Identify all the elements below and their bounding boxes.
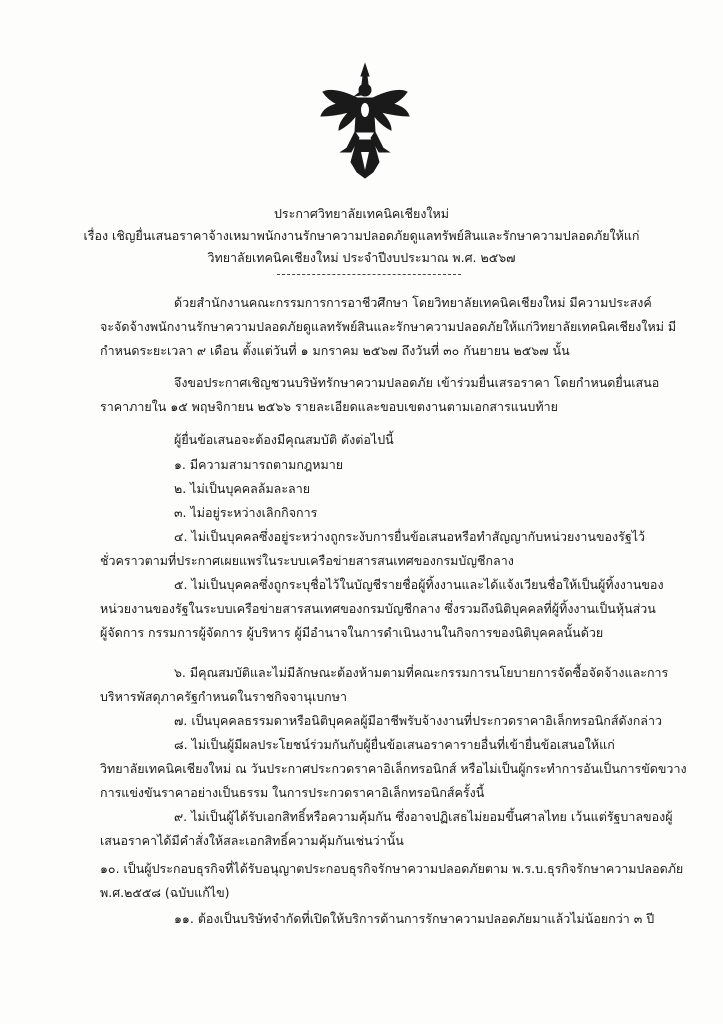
qualification-item-cont: ชั่วคราวตามที่ประกาศเผยแพร่ในระบบเครือข่ายสารสนเทศของกรมบัญชีกลาง xyxy=(100,553,514,568)
qualification-item-cont: เสนอราคาได้มีคำสั่งให้สละเอกสิทธิ์ความคุ้มกันเช่นว่านั้น xyxy=(100,833,404,848)
qualification-item-cont: หน่วยงานของรัฐในระบบเครือข่ายสารสนเทศของกรมบัญชีกลาง ซึ่งรวมถึงนิติบุคคลที่ผู้ทิ้งงานเป็นหุ้นส่วน xyxy=(100,601,656,616)
qualification-item-cont: วิทยาลัยเทคนิคเชียงใหม่ ณ วันประกาศประกวดราคาอิเล็กทรอนิกส์ หรือไม่เป็นผู้กระทำการอันเป็นการขัดขวาง xyxy=(100,761,687,776)
title-divider xyxy=(277,274,461,275)
qualification-item: ๕. ไม่เป็นบุคคลซึ่งถูกระบุชื่อไว้ในบัญชีรายชื่อผู้ทิ้งงานและได้แจ้งเวียนชื่อให้เป็นผู้ทิ้งงานของ xyxy=(174,577,664,592)
qualification-item: ๑๐. เป็นผู้ประกอบธุรกิจที่ได้รับอนุญาตประกอบธุรกิจรักษาความปลอดภัยตาม พ.ร.บ.ธุรกิจรักษาความปลอดภัย xyxy=(100,861,684,876)
qualification-item: ๒. ไม่เป็นบุคคลล้มละลาย xyxy=(174,481,311,496)
qualification-item: ๖. มีคุณสมบัติและไม่มีลักษณะต้องห้ามตามที่คณะกรรมการนโยบายการจัดซื้อจัดจ้างและการ xyxy=(174,665,669,680)
body-line: จึงขอประกาศเชิญชวนบริษัทรักษาความปลอดภัย เข้าร่วมยื่นเสรอราคา โดยกำหนดยื่นเสนอ xyxy=(174,375,660,390)
qualification-item: ๘. ไม่เป็นผู้มีผลประโยชน์ร่วมกันกับผู้ยื่นข้อเสนอราคารายอื่นที่เข้ายื่นข้อเสนอให้แก่ xyxy=(174,737,615,752)
qualification-item-cont: ผู้จัดการ กรรมการผู้จัดการ ผู้บริหาร ผู้มีอำนาจในการดำเนินงานในกิจการของนิติบุคคลนั้นด้วย xyxy=(100,625,604,640)
qualification-item: ๗. เป็นบุคคลธรรมดาหรือนิติบุคคลผู้มีอาชีพรับจ้างงานที่ประกวดราคาอิเล็กทรอนิกส์ดังกล่าว xyxy=(174,713,662,728)
body-line: ราคาภายใน ๑๕ พฤษจิกายน ๒๕๖๖ รายละเอียดและขอบเขตงานตามเอกสารแนบท้าย xyxy=(100,399,558,414)
garuda-emblem-icon xyxy=(317,62,413,180)
qualification-item: ๑๑. ต้องเป็นบริษัทจำกัดที่เปิดให้บริการด้านการรักษาความปลอดภัยมาแล้วไม่น้อยกว่า ๓ ปี xyxy=(174,911,655,926)
qualification-item: ๑. มีความสามารถตามกฎหมาย xyxy=(174,457,344,472)
subject-line-2: วิทยาลัยเทคนิคเชียงใหม่ ประจำปีงบประมาณ พ.ศ. ๒๕๖๗ xyxy=(207,250,516,265)
subject-line-1: เรื่อง เชิญยื่นเสนอราคาจ้างเหมาพนักงานรักษาความปลอดภัยดูแลทรัพย์สินและรักษาความปลอดภัยให้แก่ xyxy=(83,228,640,243)
body-line: ด้วยสำนักงานคณะกรรมการการอาชีวศึกษา โดยวิทยาลัยเทคนิคเชียงใหม่ มีความประสงค์ xyxy=(174,295,652,310)
qualification-item: ๓. ไม่อยู่ระหว่างเลิกกิจการ xyxy=(174,505,318,520)
qualification-item-cont: บริหารพัสดุภาครัฐกำหนดในราชกิจจานุเบกษา xyxy=(100,689,348,704)
body-line: กำหนดระยะเวลา ๙ เดือน ตั้งแต่วันที่ ๑ มกราคม ๒๕๖๗ ถึงวันที่ ๓๐ กันยายน ๒๕๖๗ นั้น xyxy=(100,343,570,358)
body-line: จะจัดจ้างพนักงานรักษาความปลอดภัยดูแลทรัพย์สินและรักษาความปลอดภัยให้แก่วิทยาลัยเทคนิคเชียงใหม่ มี xyxy=(100,319,677,334)
qualification-intro: ผู้ยื่นข้อเสนอจะต้องมีคุณสมบัติ ดังต่อไปนี้ xyxy=(174,432,394,447)
qualification-item: ๙. ไม่เป็นผู้ได้รับเอกสิทธิ์หรือความคุ้มกัน ซึ่งอาจปฏิเสธไม่ยอมขึ้นศาลไทย เว้นแต่รัฐบาลของผู้ xyxy=(174,809,673,824)
qualification-item-cont: พ.ศ.๒๕๕๘ (ฉบับแก้ไข) xyxy=(100,885,230,900)
announcement-title: ประกาศวิทยาลัยเทคนิคเชียงใหม่ xyxy=(273,206,450,221)
qualification-item: ๔. ไม่เป็นบุคคลซึ่งอยู่ระหว่างถูกระงับการยื่นข้อเสนอหรือทำสัญญากับหน่วยงานของรัฐไว้ xyxy=(174,529,646,544)
qualification-item-cont: การแข่งขันราคาอย่างเป็นธรรม ในการประกวดราคาอิเล็กทรอนิกส์ครั้งนี้ xyxy=(100,785,485,800)
